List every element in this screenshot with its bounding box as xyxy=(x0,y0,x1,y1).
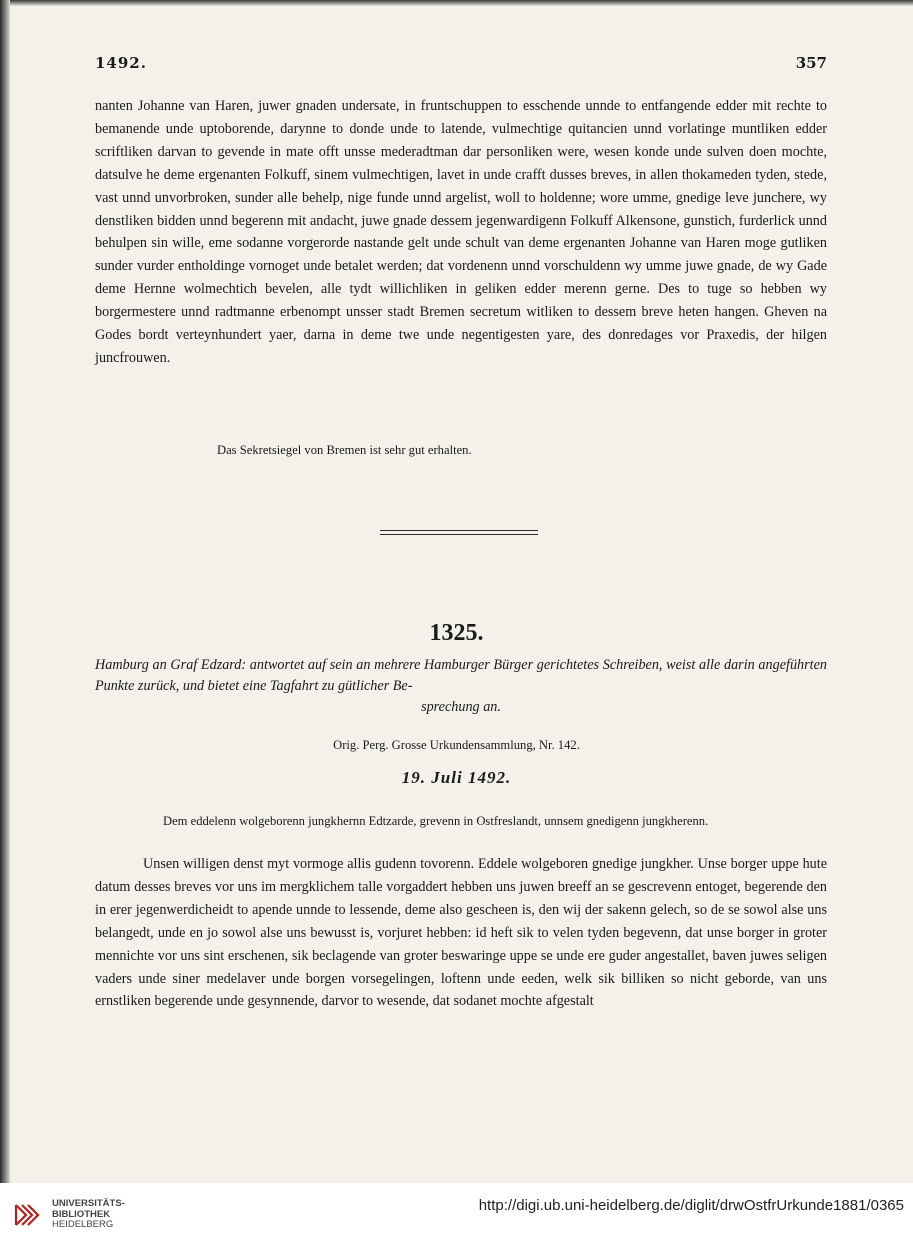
document-regest xyxy=(95,655,827,718)
continued-paragraph: nanten Johanne van Haren, juwer gnaden undersate, in fruntschuppen to esschende unnde to entfangende edder mit rechte to bemanende unde uptoborende, darynne to donde unde to latende, vulmechtige quitancien unnd vorlatinge muntliken edder scriftliken darvan to gevende in mate offt unsse mederadtman dar personliken were, wesen konde unde sulven doen mochte, datsulve he deme ergenanten Folkuff, sinem vulmechtigen, lavet in unde crafft dusses breves, in allen thokameden tyden, stede, vast unnd unvorbroken, sunder alle behelp, nige funde unnd argelist, woll to holdenne; wore umme, gnedige leve junchere, wy denstliken bidden unnd begerenn mit andacht, juwe gnade dessem jegenwardigenn Folkuff Alkensone, gunstich, furderlick unnd behulpen sin wille, eme sodanne vorgerorde nastande gelt unde schult van deme ergenanten Johanne van Haren moge gutliken sunder vurder entholdinge vornoget unde betalet werden; dat vordenenn unnd vorschuldenn wy umme juwe gnade, de wy Gade deme Hernne wolmechtich bevelen, alle tydt willichliken in geliken edder merenn gerne. Des to tuge so hebben wy borgermestere unnd radtmanne erbenompt unsser stadt Bremen secretum witliken to dessem breve heten hangen. Gheven na Godes bordt verteynhundert yaer, darna in deme twe unde negentigesten yare, des donredages vor Praxedis, der hilgen juncfrouwen. xyxy=(95,98,827,366)
source-note: Orig. Perg. Grosse Urkundensammlung, Nr. 142. xyxy=(333,738,580,752)
footer-bar xyxy=(0,1183,913,1249)
scan-edge-left xyxy=(0,0,10,1183)
document-number: 1325. xyxy=(429,620,484,646)
permalink-url[interactable]: http://digi.ub.uni-heidelberg.de/diglit/drwOstfrUrkunde1881/0365 xyxy=(478,1197,904,1214)
page-number: 357 xyxy=(795,54,827,72)
seal-note: Das Sekretsiegel von Bremen ist sehr gut erhalten. xyxy=(217,443,472,457)
section-divider xyxy=(380,530,538,535)
regest-end: sprechung an. xyxy=(421,699,501,715)
library-logo-icon[interactable] xyxy=(8,1191,56,1239)
library-line-3: HEIDELBERG xyxy=(52,1219,114,1230)
header-year: 1492. xyxy=(95,54,147,72)
library-name[interactable] xyxy=(52,1199,125,1231)
letter-text-block xyxy=(95,853,827,1013)
continued-text-block xyxy=(95,95,827,370)
scan-edge-top xyxy=(0,0,913,6)
regest-main: Hamburg an Graf Edzard: antwortet auf sein an mehrere Hamburger Bürger gerichtetes Schreiben, weist alle darin angeführten Punkte zurück, und bietet eine Tagfahrt zu gütlicher Be- xyxy=(95,657,827,694)
running-head xyxy=(95,54,827,74)
letter-address: Dem eddelenn wolgeborenn jungkhernn Edtzarde, grevenn in Ostfreslandt, unnsem gnedigenn jungkherenn. xyxy=(163,814,709,828)
library-line-2: BIBLIOTHEK xyxy=(52,1208,111,1220)
letter-paragraph: Unsen willigen denst myt vormoge allis gudenn tovorenn. Eddele wolgeboren gnedige jungkher. Unse borger uppe hute datum desses breves vor uns im mergklichem talle vorgaddert hebben uns juwen breeff an se gescrevenn entoget, begerende den in erer jegenwerdicheidt to apende unnde to lessende, deme also gescheen is, den wij der sakenn gelech, so de se sowol alse uns belangedt, unde en jo sowol alse uns bewusst is, vorjuret hebben: id heft sik to velen tyden begevenn, dat unse borger in groter mennichte vor uns sint erschenen, sik beclagende van groter beswaringe uppe se unde ere guder angestallet, baven juwes seligen vaders unde siner medelaver unde borgen vorsegelingen, loftenn unde eeden, welk sik billiken so nicht geborde, van uns ernstliken begerende unde gesynnende, darvor to wesende, dat sodanet mochte afgestalt xyxy=(95,856,827,1010)
library-line-1: UNIVERSITÄTS- xyxy=(52,1198,125,1209)
document-date: 19. Juli 1492. xyxy=(401,768,512,787)
